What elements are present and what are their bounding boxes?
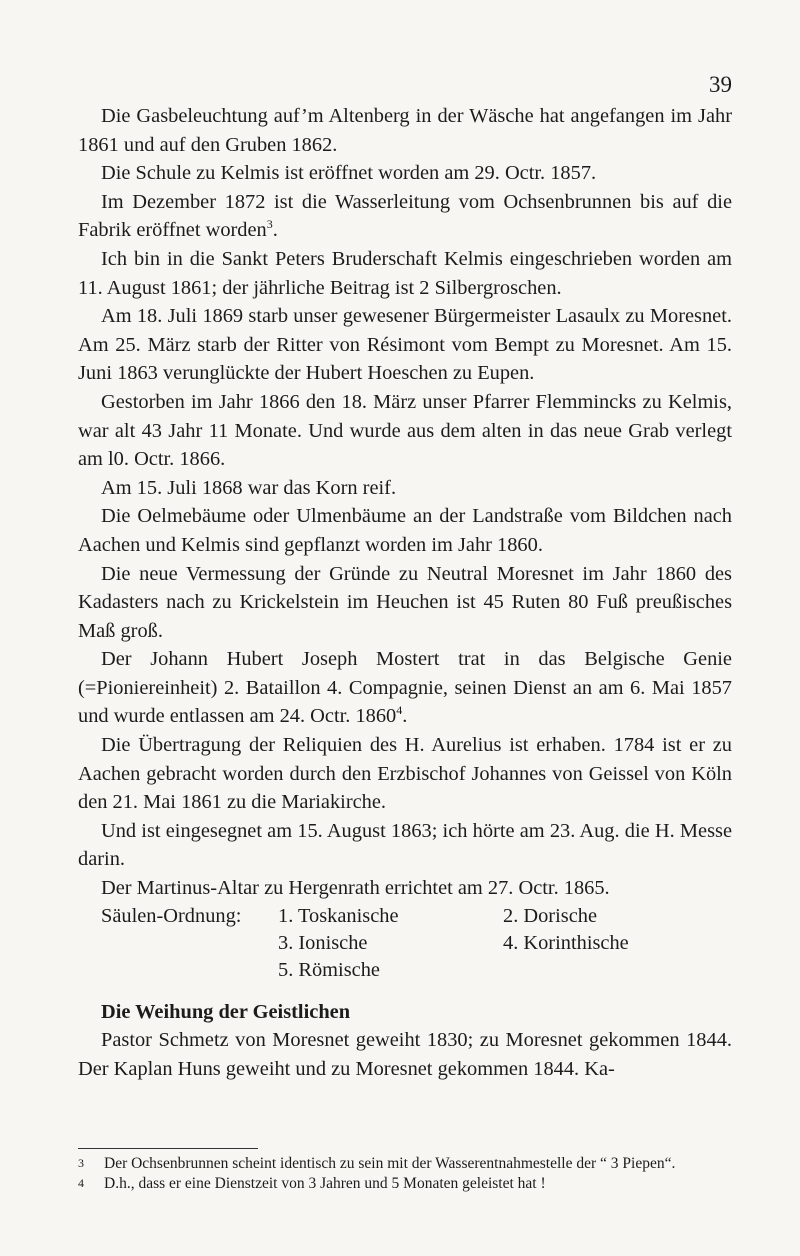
footnotes (78, 1154, 732, 1194)
section-heading: Die Weihung der Geistlichen (101, 1000, 351, 1023)
page-number: 39 (709, 72, 732, 97)
saulen-item: 5. Römische (278, 958, 380, 981)
footnote-number: 3 (78, 1156, 84, 1170)
saulen-item: 4. Korinthische (503, 931, 629, 954)
paragraph: Die Übertragung der Reliquien des H. Aurelius ist erhaben. 1784 ist er zu Aachen gebracht worden durch den Erzbischof Johannes von Geissel von Köln den 21. Mai 1861 zu die Mariakirche. (78, 734, 732, 814)
paragraph: Ich bin in die Sankt Peters Bruderschaft Kelmis eingeschrieben worden am 11. August 1861; der jährliche Beitrag ist 2 Silbergroschen. (78, 247, 732, 299)
saulen-ordnung-list (78, 903, 732, 984)
paragraph: Die neue Vermessung der Gründe zu Neutral Moresnet im Jahr 1860 des Kadasters nach zu Krickelstein im Heuchen ist 45 Ruten 80 Fuß preußisches Maß groß. (78, 562, 732, 642)
saulen-item: 1. Toskanische (278, 904, 399, 927)
paragraph-text: Der Johann Hubert Joseph Mostert trat in das Belgische Genie (=Pioniereinheit) 2. Bataillon 4. Compagnie, seinen Dienst an am 6. Mai 1857 und wurde entlassen am 24. Octr. 1860 (78, 648, 732, 728)
saulen-label: Säulen-Ordnung: (101, 904, 242, 927)
footnote (78, 1154, 732, 1174)
saulen-item: 3. Ionische (278, 931, 368, 954)
main-text (78, 102, 732, 1083)
paragraph: Und ist eingesegnet am 15. August 1863; ich hörte am 23. Aug. die H. Messe darin. (78, 819, 732, 871)
paragraph-text: Im Dezember 1872 ist die Wasserleitung vom Ochsenbrunnen bis auf die Fabrik eröffnet worden (78, 190, 732, 242)
paragraph: Pastor Schmetz von Moresnet geweiht 1830; zu Moresnet gekommen 1844. Der Kaplan Huns geweiht und zu Moresnet gekommen 1844. Ka- (78, 1029, 732, 1080)
paragraph: Am 18. Juli 1869 starb unser gewesener Bürgermeister Lasaulx zu Moresnet. Am 25. März starb der Ritter von Résimont vom Bempt zu Moresnet. Am 15. Juni 1863 verunglückte der Hubert Hoeschen zu Eupen. (78, 305, 732, 385)
footnote-number: 4 (78, 1176, 84, 1190)
footnote-marker: 4 (396, 703, 403, 718)
footnote-rule (78, 1148, 258, 1149)
footnote-text: Der Ochsenbrunnen scheint identisch zu sein mit der Wasserentnahmestelle der “ 3 Piepen“. (104, 1155, 676, 1172)
paragraph: Am 15. Juli 1868 war das Korn reif. (101, 476, 397, 499)
paragraph: Die Oelmebäume oder Ulmenbäume an der Landstraße vom Bildchen nach Aachen und Kelmis sind gepflanzt worden im Jahr 1860. (78, 505, 732, 556)
paragraph: Der Johann Hubert Joseph Mostert trat in das Belgische Genie (=Pioniereinheit) 2. Bataillon 4. Compagnie, seinen Dienst an am 6. Mai 1857 und wurde entlassen am 24. Octr. 1860$^4$. (78, 648, 732, 728)
footnote (78, 1174, 732, 1194)
paragraph: Gestorben im Jahr 1866 den 18. März unser Pfarrer Flemmincks zu Kelmis, war alt 43 Jahr 11 Monate. Und wurde aus dem alten in das neue Grab verlegt am l0. Octr. 1866. (78, 390, 732, 471)
paragraph: Die Gasbeleuchtung auf’m Altenberg in der Wäsche hat angefangen im Jahr 1861 und auf den Gruben 1862. (78, 105, 732, 156)
paragraph: Im Dezember 1872 ist die Wasserleitung vom Ochsenbrunnen bis auf die Fabrik eröffnet worden$^3$. (78, 190, 732, 242)
footnote-marker: 3 (266, 217, 273, 232)
footnote-text: D.h., dass er eine Dienstzeit von 3 Jahren und 5 Monaten geleistet hat ! (104, 1175, 546, 1192)
paragraph: Der Martinus-Altar zu Hergenrath errichtet am 27. Octr. 1865. (101, 877, 610, 900)
saulen-item: 2. Dorische (503, 904, 597, 927)
paragraph: Die Schule zu Kelmis ist eröffnet worden am 29. Octr. 1857. (101, 162, 597, 185)
